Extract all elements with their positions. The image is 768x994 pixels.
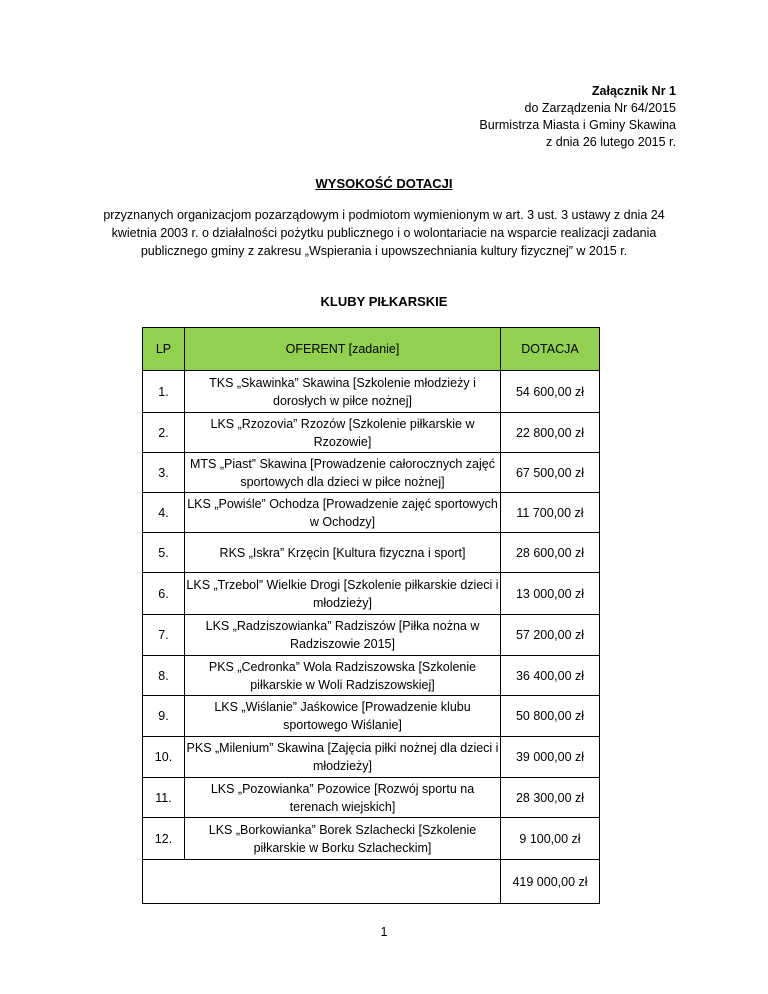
grant-amount: 28 300,00 zł: [501, 778, 600, 818]
row-number: 2.: [143, 413, 185, 453]
intro-paragraph: przyznanych organizacjom pozarządowym i podmiotom wymienionym w art. 3 ust. 3 ustawy z dnia 24 kwietnia 2003 r. o działalności pożytku publicznego i o wolontariacie na wsparcie realizacji zadania publicznego gminy z zakresu „Wspierania i upowszechniania kultury fizycznej” w 2015 r.: [103, 208, 665, 258]
total-amount: 419 000,00 zł: [501, 860, 600, 904]
column-header-lp: LP: [143, 328, 185, 371]
row-number: 4.: [143, 493, 185, 533]
table-row: [143, 778, 600, 818]
grant-amount: 57 200,00 zł: [501, 615, 600, 656]
row-number: 8.: [143, 656, 185, 696]
table-row: [143, 493, 600, 533]
table-row: [143, 696, 600, 737]
organization-task: PKS „Cedronka” Wola Radziszowska [Szkolenie piłkarskie w Woli Radziszowskiej]: [185, 656, 501, 696]
grant-amount: 9 100,00 zł: [501, 818, 600, 860]
table-row: [143, 453, 600, 493]
table-row: [143, 615, 600, 656]
table-row: [143, 533, 600, 573]
section-subtitle: KLUBY PIŁKARSKIE: [320, 294, 448, 309]
row-number: 3.: [143, 453, 185, 493]
issuer: Burmistrza Miasta i Gminy Skawina: [479, 118, 676, 132]
column-header-organization: OFERENT [zadanie]: [185, 328, 501, 371]
grant-amount: 50 800,00 zł: [501, 696, 600, 737]
organization-task: MTS „Piast” Skawina [Prowadzenie całorocznych zajęć sportowych dla dzieci w piłce nożnej]: [185, 453, 501, 493]
row-number: 9.: [143, 696, 185, 737]
grant-amount: 28 600,00 zł: [501, 533, 600, 573]
table-row: [143, 818, 600, 860]
organization-task: LKS „Powiśle” Ochodza [Prowadzenie zajęć sportowych w Ochodzy]: [185, 493, 501, 533]
row-number: 6.: [143, 573, 185, 615]
column-header-grant: DOTACJA: [501, 328, 600, 371]
grant-amount: 22 800,00 zł: [501, 413, 600, 453]
organization-task: LKS „Rzozovia” Rzozów [Szkolenie piłkarskie w Rzozowie]: [185, 413, 501, 453]
organization-task: LKS „Radziszowianka” Radziszów [Piłka nożna w Radziszowie 2015]: [185, 615, 501, 656]
organization-task: PKS „Milenium” Skawina [Zajęcia piłki nożnej dla dzieci i młodzieży]: [185, 737, 501, 778]
grant-amount: 36 400,00 zł: [501, 656, 600, 696]
organization-task: LKS „Trzebol” Wielkie Drogi [Szkolenie piłkarskie dzieci i młodzieży]: [185, 573, 501, 615]
row-number: 7.: [143, 615, 185, 656]
grant-amount: 13 000,00 zł: [501, 573, 600, 615]
table-row: [143, 573, 600, 615]
row-number: 1.: [143, 371, 185, 413]
table-row: [143, 656, 600, 696]
grant-amount: 11 700,00 zł: [501, 493, 600, 533]
row-number: 11.: [143, 778, 185, 818]
attachment-header: [479, 83, 676, 151]
organization-task: TKS „Skawinka” Skawina [Szkolenie młodzieży i dorosłych w piłce nożnej]: [185, 371, 501, 413]
ordinance-reference: do Zarządzenia Nr 64/2015: [524, 101, 676, 115]
row-number: 10.: [143, 737, 185, 778]
page-number: 1: [380, 925, 388, 939]
row-number: 12.: [143, 818, 185, 860]
row-number: 5.: [143, 533, 185, 573]
grants-table: [142, 327, 600, 904]
document-title: WYSOKOŚĆ DOTACJI: [315, 176, 453, 191]
ordinance-date: z dnia 26 lutego 2015 r.: [546, 135, 676, 149]
organization-task: LKS „Borkowianka” Borek Szlachecki [Szkolenie piłkarskie w Borku Szlacheckim]: [185, 818, 501, 860]
organization-task: LKS „Wiślanie” Jaśkowice [Prowadzenie klubu sportowego Wiślanie]: [185, 696, 501, 737]
grant-amount: 54 600,00 zł: [501, 371, 600, 413]
grant-amount: 39 000,00 zł: [501, 737, 600, 778]
organization-task: LKS „Pozowianka” Pozowice [Rozwój sportu na terenach wiejskich]: [185, 778, 501, 818]
organization-task: RKS „Iskra” Krzęcin [Kultura fizyczna i sport]: [185, 533, 501, 573]
total-row: [143, 860, 600, 904]
table-row: [143, 413, 600, 453]
attachment-number: Załącznik Nr 1: [591, 84, 676, 98]
grant-amount: 67 500,00 zł: [501, 453, 600, 493]
table-header-row: [143, 328, 600, 371]
total-label-cell: [143, 860, 501, 904]
table-row: [143, 737, 600, 778]
table-row: [143, 371, 600, 413]
